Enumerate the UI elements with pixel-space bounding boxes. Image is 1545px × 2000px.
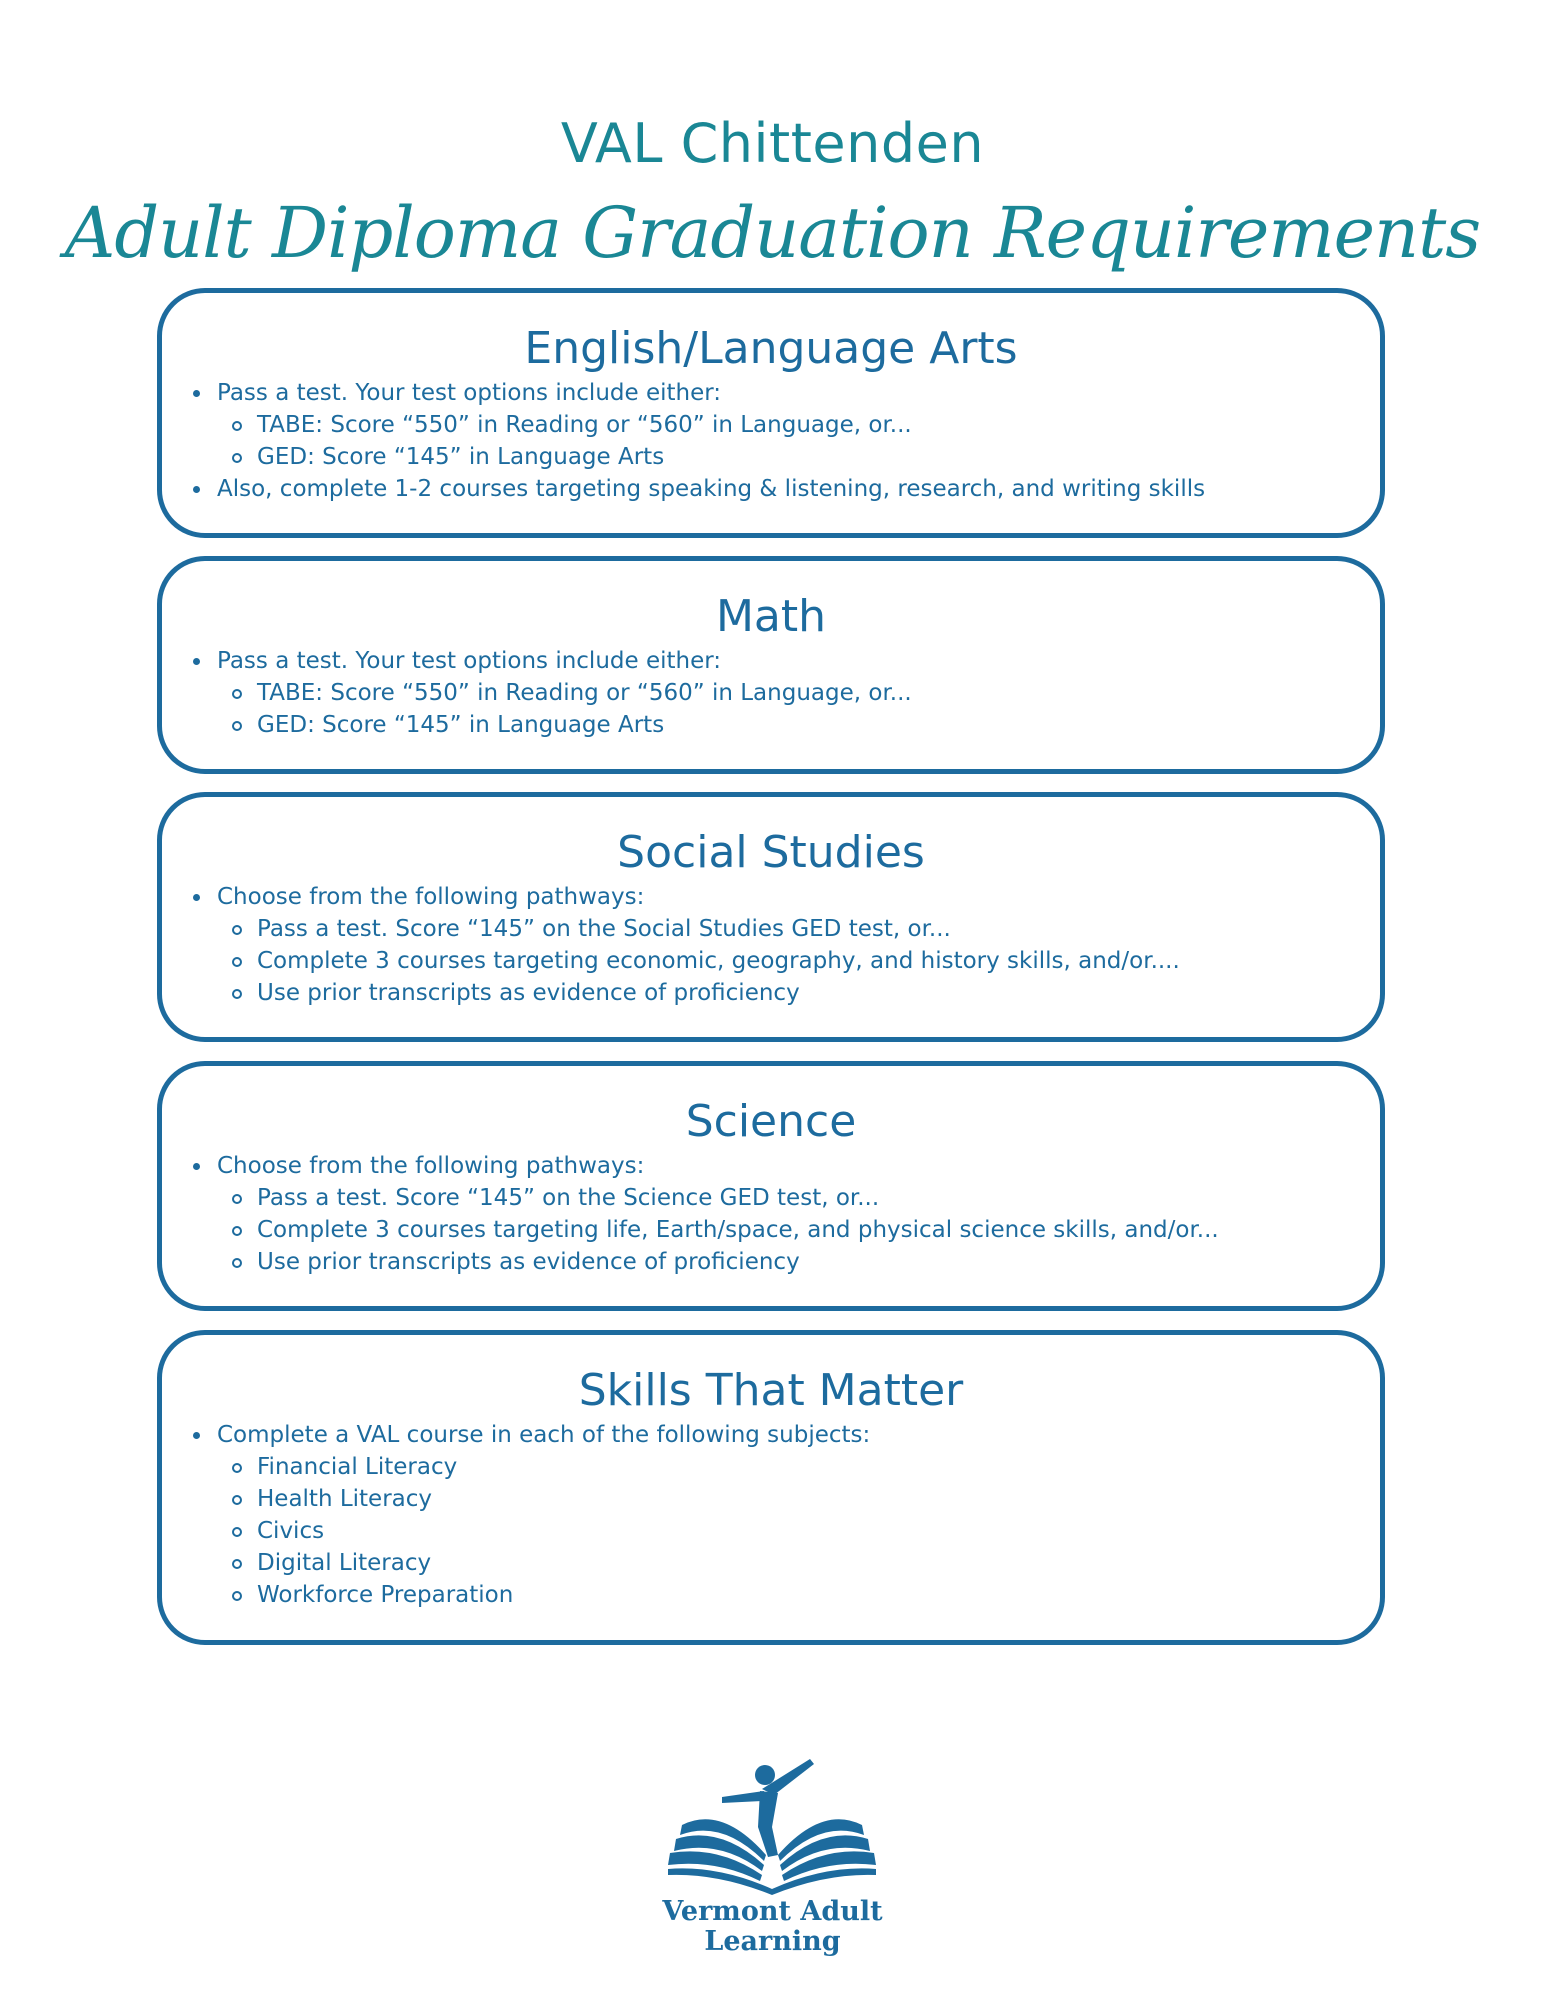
sub-list-item: Financial Literacy <box>257 1451 1380 1483</box>
section-heading: Science <box>685 1096 857 1147</box>
sub-list <box>217 1451 1380 1611</box>
sub-list <box>217 677 1380 741</box>
sub-list-item: Civics <box>257 1515 1380 1547</box>
section-english-language-arts <box>157 288 1385 538</box>
sub-list <box>217 1182 1380 1278</box>
requirement-list <box>162 1419 1380 1611</box>
section-heading: Skills That Matter <box>578 1365 964 1416</box>
sub-list-item: Workforce Preparation <box>257 1579 1380 1611</box>
section-heading: English/Language Arts <box>524 323 1018 374</box>
logo-text-line2: Learning <box>704 1926 841 1957</box>
sub-list-item: Digital Literacy <box>257 1547 1380 1579</box>
list-item: Pass a test. Your test options include either: TABE: Score “550” in Reading or “560” in Language, or... GED: Score “145” in Language Arts <box>217 645 1380 741</box>
section-social-studies <box>157 792 1385 1042</box>
sub-list-item: GED: Score “145” in Language Arts <box>257 441 1380 473</box>
page-subtitle: Adult Diploma Graduation Requirements <box>64 192 1481 274</box>
sub-list-item: GED: Score “145” in Language Arts <box>257 709 1380 741</box>
person-reading-book-icon <box>662 1755 882 1895</box>
page-title: VAL Chittenden <box>560 112 985 175</box>
sub-list <box>217 913 1380 1009</box>
list-item: Choose from the following pathways: Pass a test. Score “145” on the Science GED test, or... Complete 3 courses targeting life, Earth/space, and physical science skills, and/or... Use prior transcripts as evidence of proficiency <box>217 1150 1380 1278</box>
sub-list <box>217 409 1380 473</box>
section-science <box>157 1061 1385 1311</box>
requirement-list <box>162 881 1380 1009</box>
list-item: Choose from the following pathways: Pass a test. Score “145” on the Social Studies GED test, or... Complete 3 courses targeting economic, geography, and history skills, and/or.... Use prior transcripts as evidence of proficiency <box>217 881 1380 1009</box>
sub-list-item: Health Literacy <box>257 1483 1380 1515</box>
vermont-adult-learning-logo <box>650 1755 895 1965</box>
requirement-list <box>162 1150 1380 1278</box>
sub-list-item: Complete 3 courses targeting economic, geography, and history skills, and/or.... <box>257 945 1380 977</box>
sub-list-item: Use prior transcripts as evidence of proficiency <box>257 977 1380 1009</box>
list-item: Also, complete 1-2 courses targeting speaking & listening, research, and writing skills <box>217 473 1380 505</box>
sub-list-item: TABE: Score “550” in Reading or “560” in Language, or... <box>257 677 1380 709</box>
section-skills-that-matter <box>157 1330 1385 1645</box>
section-heading: Math <box>715 591 827 642</box>
requirement-list <box>162 377 1380 505</box>
sub-list-item: Pass a test. Score “145” on the Science GED test, or... <box>257 1182 1380 1214</box>
sub-list-item: Complete 3 courses targeting life, Earth/space, and physical science skills, and/or... <box>257 1214 1380 1246</box>
logo-text-line1: Vermont Adult <box>662 1896 883 1927</box>
section-heading: Social Studies <box>617 827 925 878</box>
sub-list-item: Use prior transcripts as evidence of proficiency <box>257 1246 1380 1278</box>
list-item: Pass a test. Your test options include either: TABE: Score “550” in Reading or “560” in Language, or... GED: Score “145” in Language Arts <box>217 377 1380 473</box>
sub-list-item: TABE: Score “550” in Reading or “560” in Language, or... <box>257 409 1380 441</box>
sub-list-item: Pass a test. Score “145” on the Social Studies GED test, or... <box>257 913 1380 945</box>
requirement-list <box>162 645 1380 741</box>
list-item: Complete a VAL course in each of the following subjects: Financial Literacy Health Literacy Civics Digital Literacy Workforce Preparation <box>217 1419 1380 1611</box>
section-math <box>157 556 1385 774</box>
